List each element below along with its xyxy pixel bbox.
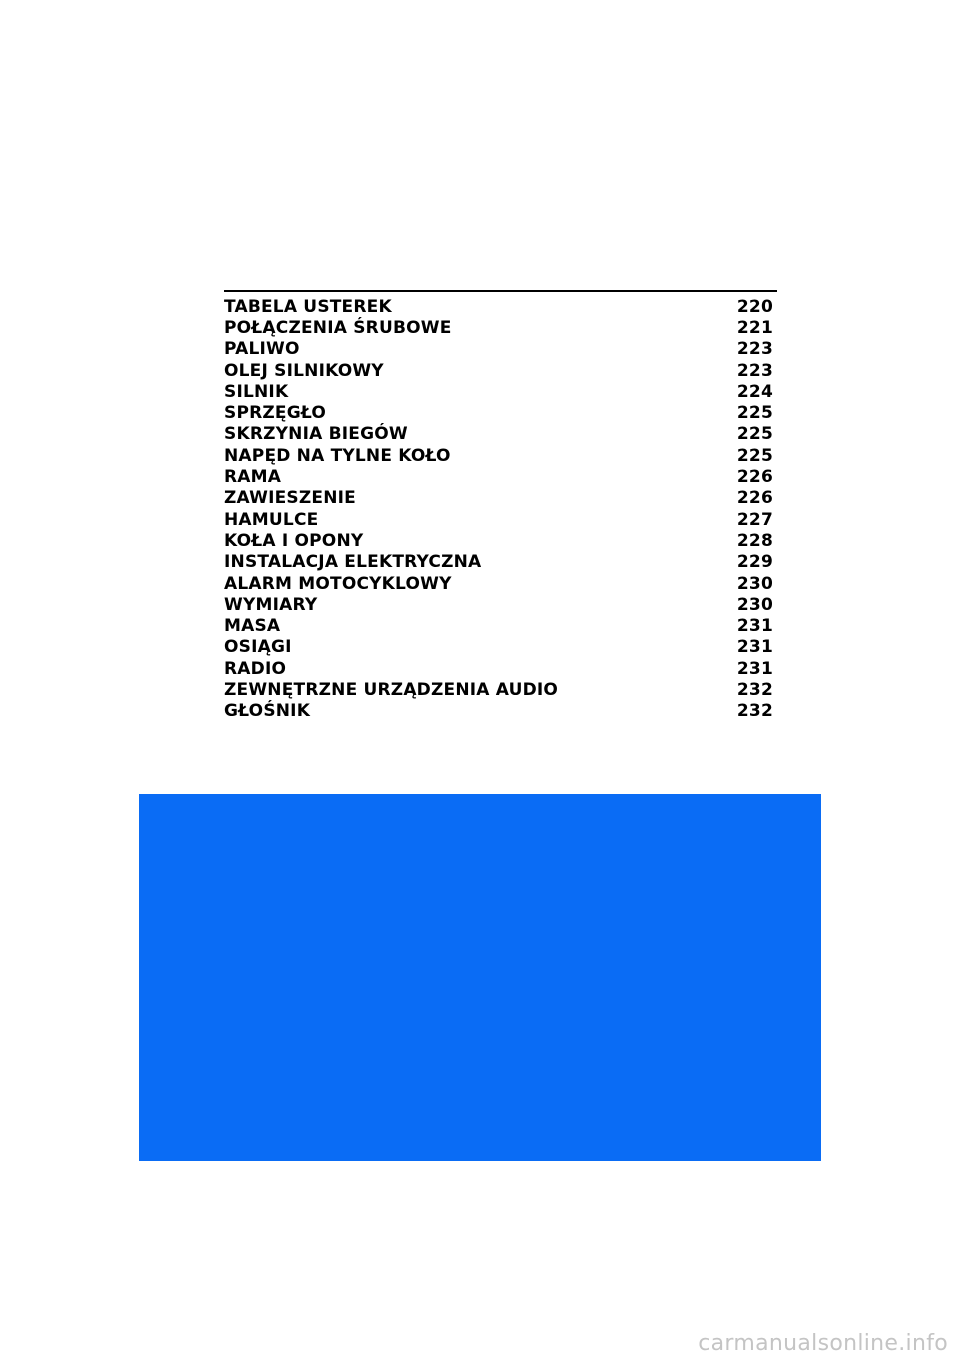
toc-entry-page: 232: [736, 679, 773, 700]
toc-entry-page: 226: [736, 488, 773, 509]
toc-entry[interactable]: [224, 488, 777, 509]
toc-entry-title: MASA: [224, 616, 281, 637]
toc-entry-page: 226: [736, 467, 773, 488]
toc-entry[interactable]: [224, 594, 777, 615]
toc-entry-page: 225: [736, 445, 773, 466]
toc-entry-page: 231: [736, 658, 773, 679]
toc-list: [224, 296, 777, 722]
toc-entry-title: SILNIK: [224, 381, 289, 402]
toc-entry-page: 220: [736, 296, 773, 317]
toc-entry-title: TABELA USTEREK: [224, 296, 392, 317]
toc-entry[interactable]: [224, 360, 777, 381]
toc-entry-page: 225: [736, 424, 773, 445]
toc-entry-title: POŁĄCZENIA ŚRUBOWE: [224, 317, 452, 338]
toc-entry-page: 231: [736, 616, 773, 637]
toc-entry[interactable]: [224, 637, 777, 658]
toc-entry-title: ZEWNĘTRZNE URZĄDZENIA AUDIO: [224, 679, 559, 700]
toc-entry-page: 230: [736, 594, 773, 615]
toc-entry[interactable]: [224, 317, 777, 338]
toc-entry-title: ALARM MOTOCYKLOWY: [224, 573, 452, 594]
toc-entry-title: ZAWIESZENIE: [224, 488, 356, 509]
toc-entry[interactable]: [224, 552, 777, 573]
blue-panel: [139, 794, 821, 1161]
watermark: carmanualsonline.info: [698, 1331, 948, 1356]
toc-entry[interactable]: [224, 509, 777, 530]
toc-entry-page: 228: [736, 530, 773, 551]
toc-entry-page: 223: [736, 339, 773, 360]
toc-entry[interactable]: [224, 424, 777, 445]
toc-entry-page: 230: [736, 573, 773, 594]
toc-entry[interactable]: [224, 658, 777, 679]
toc-entry-page: 225: [736, 403, 773, 424]
toc-top-rule: [224, 290, 777, 292]
toc-entry-title: OSIĄGI: [224, 637, 292, 658]
toc-entry[interactable]: [224, 679, 777, 700]
toc-entry[interactable]: [224, 530, 777, 551]
toc-entry[interactable]: [224, 701, 777, 722]
toc-entry-title: NAPĘD NA TYLNE KOŁO: [224, 445, 451, 466]
toc-entry-page: 231: [736, 637, 773, 658]
toc-entry[interactable]: [224, 573, 777, 594]
toc-entry-title: RAMA: [224, 467, 282, 488]
toc-entry-page: 221: [736, 317, 773, 338]
toc-entry-page: 224: [736, 381, 773, 402]
toc-entry[interactable]: [224, 615, 777, 636]
toc-entry-title: WYMIARY: [224, 594, 318, 615]
toc-entry-page: 229: [736, 552, 773, 573]
toc-entry-title: HAMULCE: [224, 509, 319, 530]
toc-entry-title: OLEJ SILNIKOWY: [224, 360, 384, 381]
toc-entry[interactable]: [224, 381, 777, 402]
toc-entry[interactable]: [224, 339, 777, 360]
table-of-contents: [224, 290, 777, 722]
toc-entry-page: 227: [736, 509, 773, 530]
toc-entry-title: SPRZĘGŁO: [224, 403, 327, 424]
toc-entry[interactable]: [224, 445, 777, 466]
toc-entry[interactable]: [224, 296, 777, 317]
toc-entry-title: SKRZYNIA BIEGÓW: [224, 424, 408, 445]
toc-entry[interactable]: [224, 402, 777, 423]
toc-entry-page: 232: [736, 701, 773, 722]
toc-entry[interactable]: [224, 466, 777, 487]
toc-entry-title: KOŁA I OPONY: [224, 530, 364, 551]
toc-entry-page: 223: [736, 360, 773, 381]
toc-entry-title: GŁOŚNIK: [224, 701, 311, 722]
toc-entry-title: RADIO: [224, 658, 287, 679]
toc-entry-title: INSTALACJA ELEKTRYCZNA: [224, 552, 482, 573]
toc-entry-title: PALIWO: [224, 339, 300, 360]
